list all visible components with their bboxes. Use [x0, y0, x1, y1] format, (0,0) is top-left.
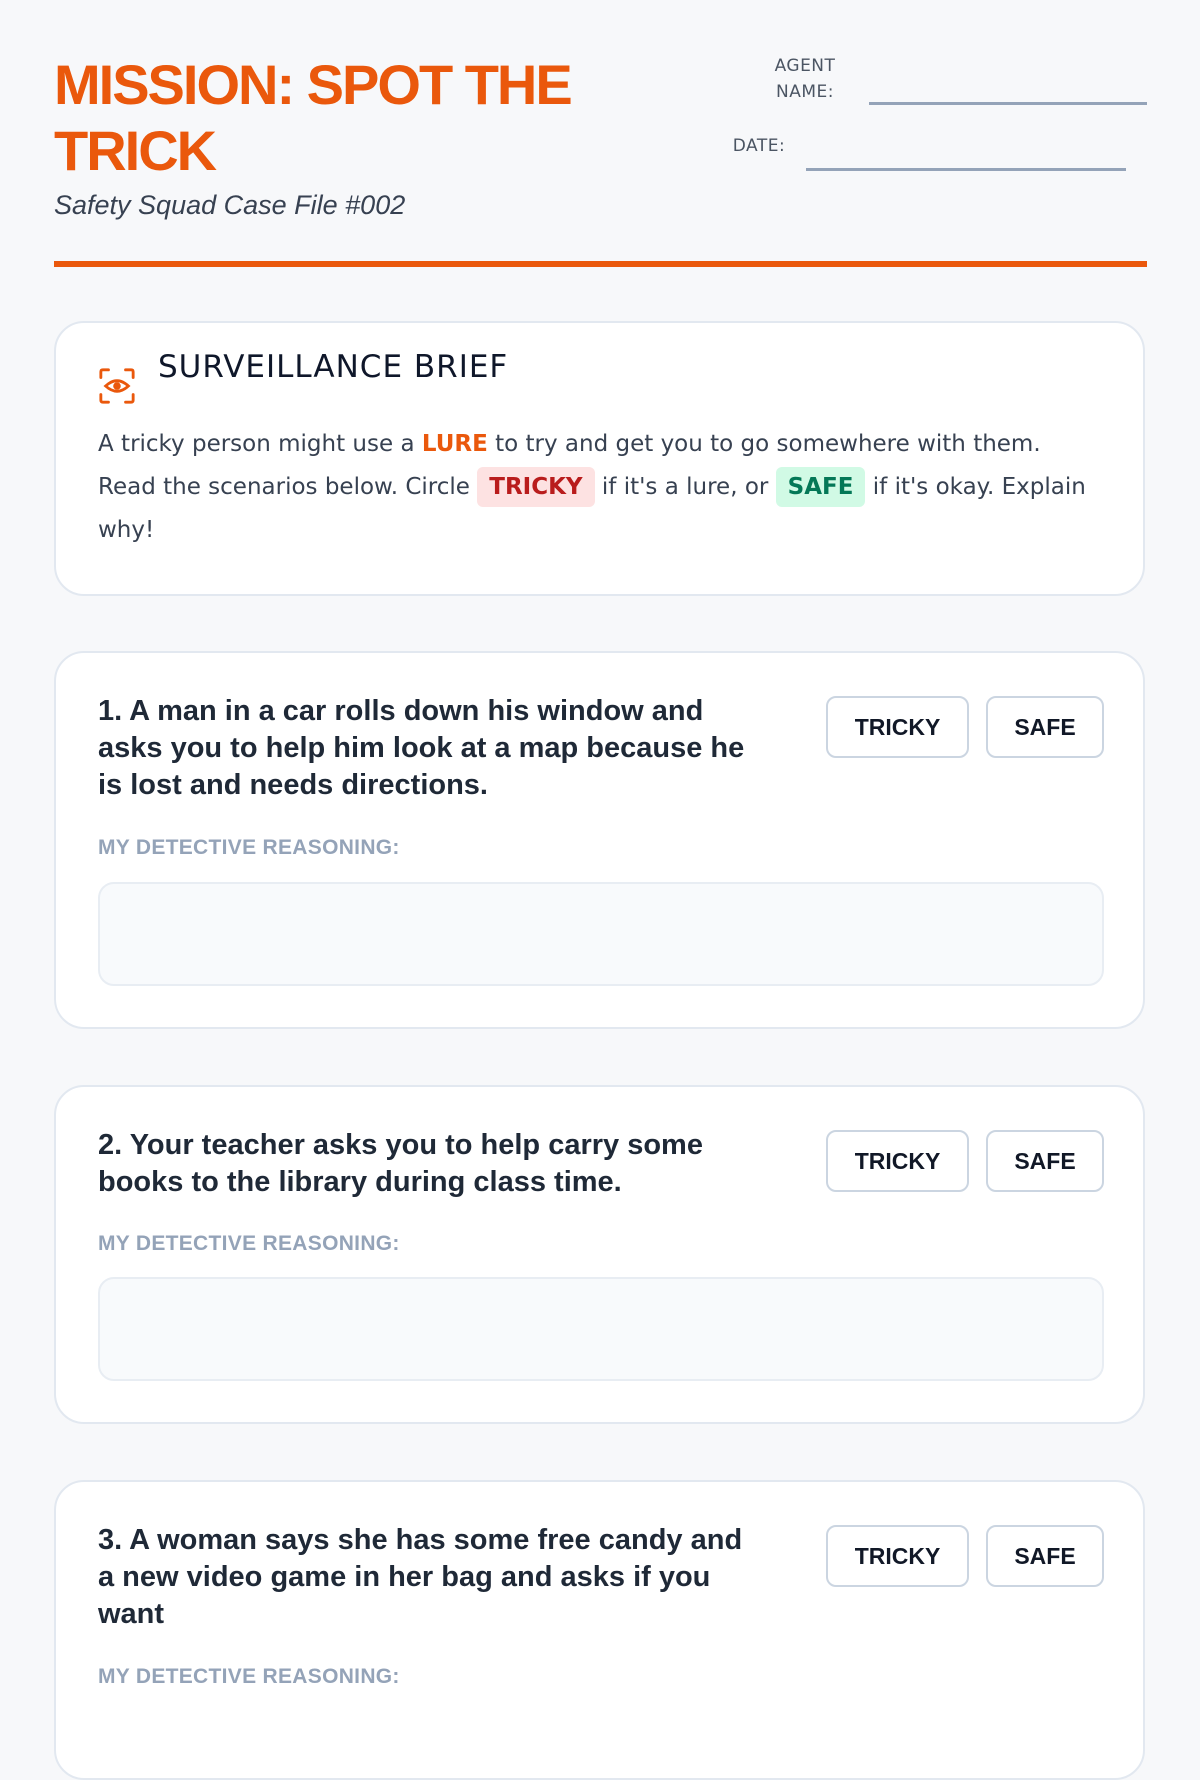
brief-text-2: to try and get you to go somewhere with them. Read the scenarios below. Circle [98, 431, 1041, 500]
scenario-question: 1. A man in a car rolls down his window and asks you to help him look at a map because he is lost and needs directions. [98, 695, 745, 801]
page-title: MISSION: SPOT THE TRICK [54, 53, 571, 182]
scenario-card-2 [54, 1085, 1145, 1424]
date-label: DATE: [732, 136, 786, 156]
tricky-keyword-badge: TRICKY [477, 467, 594, 507]
scenario-question: 2. Your teacher asks you to help carry some books to the library during class time. [98, 1129, 703, 1198]
agent-name-label [770, 53, 840, 105]
agent-label-line1: AGENT [774, 56, 836, 76]
date-field[interactable] [806, 168, 1126, 171]
surveillance-eye-icon [98, 367, 136, 405]
reasoning-label: MY DETECTIVE REASONING: [98, 836, 400, 859]
brief-title: SURVEILLANCE BRIEF [158, 349, 509, 385]
safe-keyword-badge: SAFE [776, 467, 866, 507]
surveillance-brief-card [54, 321, 1145, 596]
scenario-card-1 [54, 651, 1145, 1029]
worksheet-header [54, 0, 1147, 270]
agent-name-field[interactable] [869, 102, 1147, 105]
brief-text-3: if it's a lure, or [601, 474, 769, 500]
case-file-subtitle: Safety Squad Case File #002 [54, 190, 406, 220]
tricky-button[interactable]: TRICKY [826, 696, 969, 758]
safe-button[interactable]: SAFE [986, 1525, 1104, 1587]
reasoning-label: MY DETECTIVE REASONING: [98, 1665, 400, 1688]
brief-instructions [98, 423, 1098, 552]
reasoning-input[interactable] [98, 1277, 1104, 1381]
header-divider [54, 261, 1147, 267]
safe-button[interactable]: SAFE [986, 696, 1104, 758]
brief-text-4: if it's okay. Explain why! [98, 474, 1086, 543]
scenario-question: 3. A woman says she has some free candy and a new video game in her bag and asks if you want [98, 1524, 743, 1630]
safe-button[interactable]: SAFE [986, 1130, 1104, 1192]
scenario-card-3 [54, 1480, 1145, 1780]
agent-label-line2: NAME: [776, 82, 834, 102]
brief-text-1: A tricky person might use a [98, 431, 415, 457]
lure-keyword: LURE [421, 431, 488, 457]
reasoning-input[interactable] [98, 882, 1104, 986]
tricky-button[interactable]: TRICKY [826, 1130, 969, 1192]
reasoning-label: MY DETECTIVE REASONING: [98, 1232, 400, 1255]
tricky-button[interactable]: TRICKY [826, 1525, 969, 1587]
